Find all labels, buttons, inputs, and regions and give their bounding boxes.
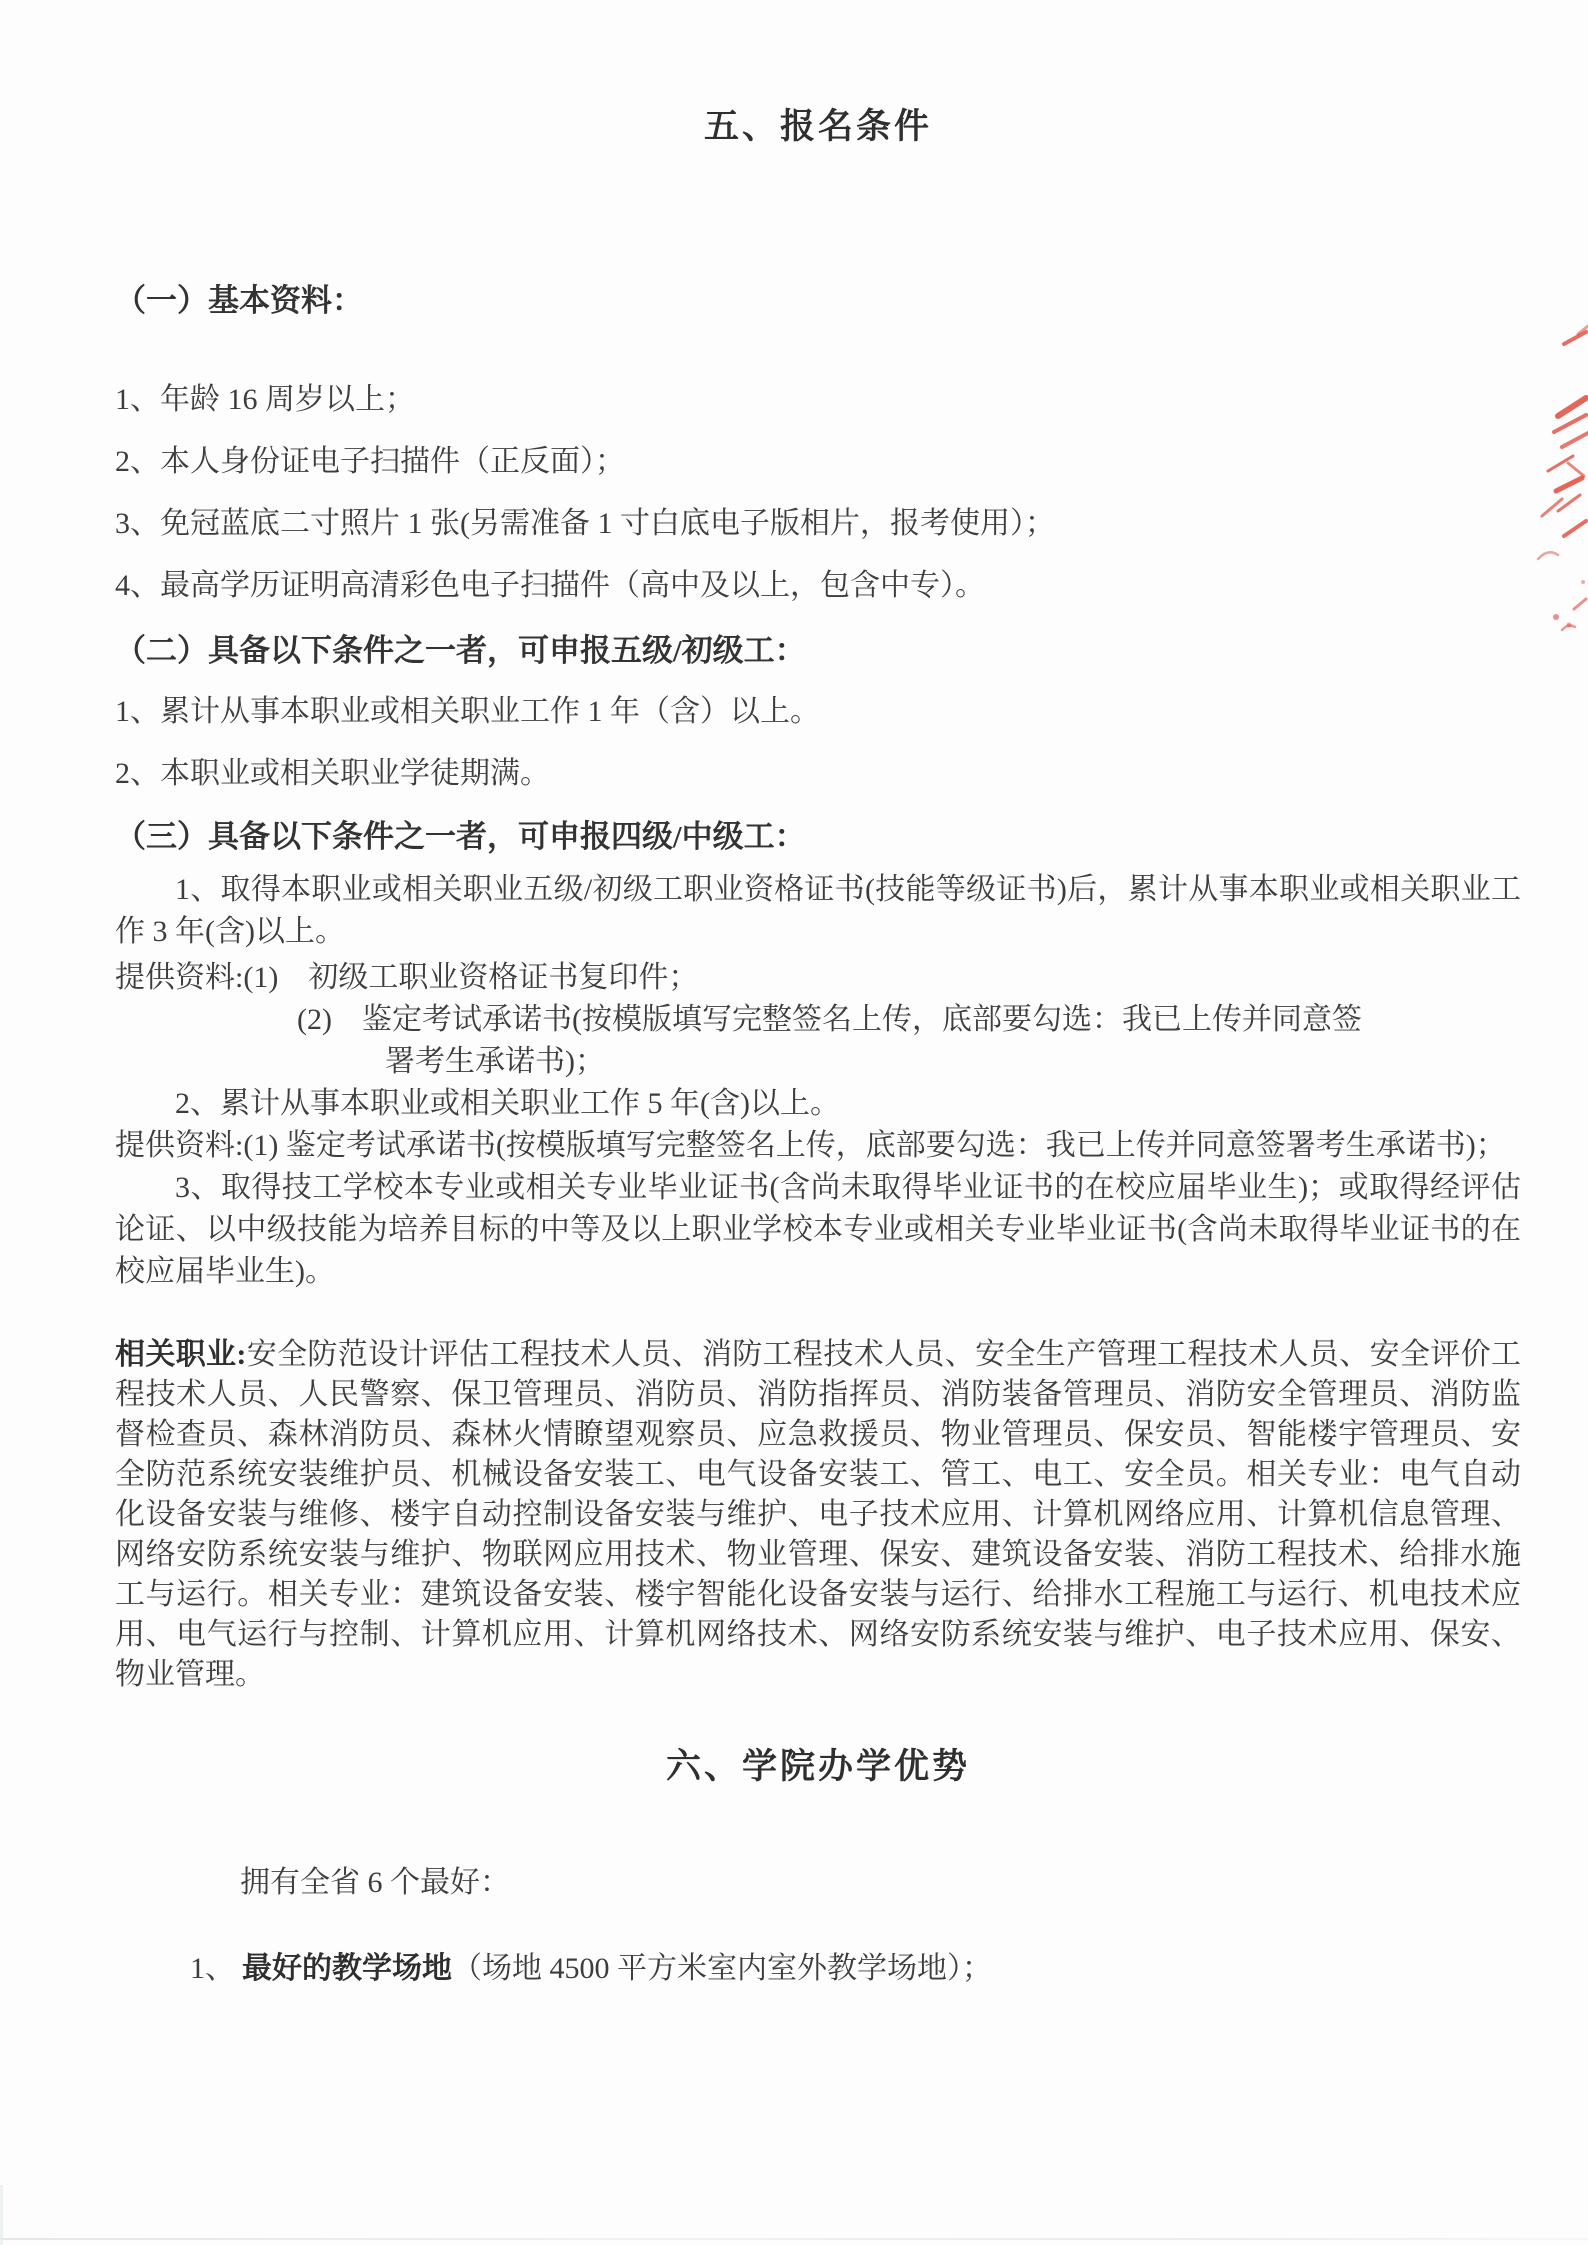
level4-item-1: 1、取得本职业或相关职业五级/初级工职业资格证书(技能等级证书)后，累计从事本职业或相关职业工作 3 年(含)以上。 xyxy=(115,873,1521,948)
advantage-item-number: 1、 xyxy=(190,1952,235,1985)
part1-heading: （一）基本资料： xyxy=(115,283,363,318)
scanner-edge-artifact xyxy=(0,2238,1588,2240)
basic-item-2: 2、本人身份证电子扫描件（正反面）； xyxy=(115,445,625,478)
level4-item-2: 2、累计从事本职业或相关职业工作 5 年(含)以上。 xyxy=(175,1087,840,1120)
scanner-corner-artifact xyxy=(0,2185,3,2245)
related-occupations-label: 相关职业: xyxy=(115,1338,247,1371)
provide1-line3: 署考生承诺书)； xyxy=(385,1045,605,1078)
basic-item-3: 3、免冠蓝底二寸照片 1 张(另需准备 1 寸白底电子版相片，报考使用）； xyxy=(115,507,1055,540)
advantage-item-bold-text: 最好的教学场地 xyxy=(242,1952,452,1985)
advantage-item-rest-text: （场地 4500 平方米室内室外教学场地）； xyxy=(452,1952,992,1985)
red-seal-fragment xyxy=(1528,320,1588,650)
section5-title: 五、报名条件 xyxy=(703,107,932,146)
level4-item-3: 3、取得技工学校本专业或相关专业毕业证书(含尚未取得毕业证书的在校应届毕业生)；或取得经评估论证、以中级技能为培养目标的中等及以上职业学校本专业或相关专业毕业证书(含尚未取得毕业证书的在校应届毕业生)。 xyxy=(115,1171,1521,1288)
provide1-line1: 提供资料:(1) 初级工职业资格证书复印件； xyxy=(115,961,699,994)
basic-item-1: 1、年龄 16 周岁以上； xyxy=(115,383,415,416)
level5-item-2: 2、本职业或相关职业学徒期满。 xyxy=(115,757,550,790)
related-occupations-text: 安全防范设计评估工程技术人员、消防工程技术人员、安全生产管理工程技术人员、安全评价工程技术人员、人民警察、保卫管理员、消防员、消防指挥员、消防装备管理员、消防安全管理员、消防监督检查员、森林消防员、森林火情瞭望观察员、应急救援员、物业管理员、保安员、智能楼宇管理员、安全防范系统安装维护员、机械设备安装工、电气设备安装工、管工、电工、安全员。相关专业：电气自动化设备安装与维修、楼宇自动控制设备安装与维护、电子技术应用、计算机网络应用、计算机信息管理、网络安防系统安装与维护、物联网应用技术、物业管理、保安、建筑设备安装、消防工程技术、给排水施工与运行。相关专业：建筑设备安装、楼宇智能化设备安装与运行、给排水工程施工与运行、机电技术应用、电气运行与控制、计算机应用、计算机网络技术、网络安防系统安装与维护、电子技术应用、保安、物业管理。 xyxy=(115,1338,1521,1691)
basic-item-4: 4、最高学历证明高清彩色电子扫描件（高中及以上，包含中专）。 xyxy=(115,569,985,602)
provide1-line2: (2) 鉴定考试承诺书(按模版填写完整签名上传，底部要勾选：我已上传并同意签 xyxy=(297,1003,1362,1036)
advantages-intro: 拥有全省 6 个最好： xyxy=(240,1866,510,1899)
part3-heading: （三）具备以下条件之一者，可申报四级/中级工： xyxy=(115,819,806,854)
section6-title: 六、学院办学优势 xyxy=(665,1747,970,1786)
provide2-paragraph: 提供资料:(1) 鉴定考试承诺书(按模版填写完整签名上传，底部要勾选：我已上传并同意签署考生承诺书)； xyxy=(115,1129,1506,1162)
part2-heading: （二）具备以下条件之一者，可申报五级/初级工： xyxy=(115,633,806,668)
related-occupations-paragraph xyxy=(115,1335,1521,1695)
level5-item-1: 1、累计从事本职业或相关职业工作 1 年（含）以上。 xyxy=(115,695,820,728)
advantage-item-1 xyxy=(115,1951,1521,1987)
document-content xyxy=(115,105,1521,1987)
